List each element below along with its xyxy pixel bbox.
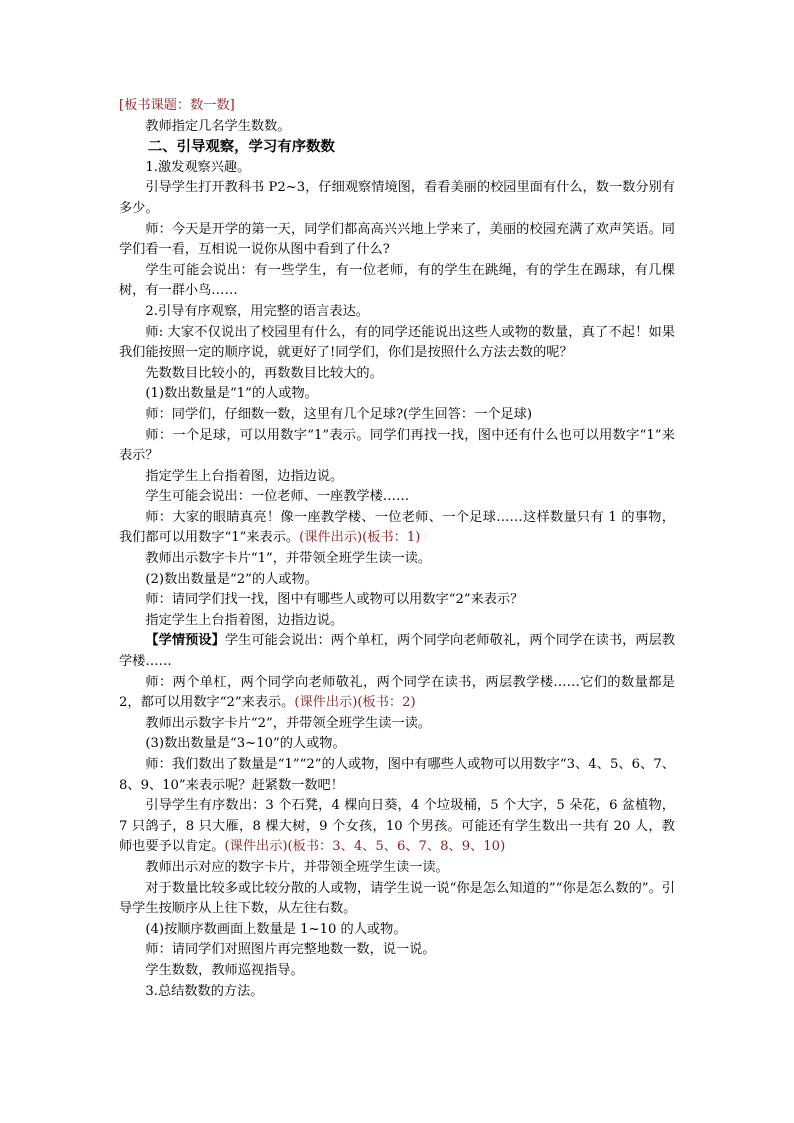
paragraph: 师: 大家不仅说出了校园里有什么，有的同学还能说出这些人或物的数量，真了不起！如果我们能按照一定的顺序说，就更好了!同学们，你们是按照什么方法去数的呢？ xyxy=(119,324,675,361)
section-heading: 二、引导观察，学习有序数数 xyxy=(147,138,335,156)
paragraph: 3.总结数数的方法。 xyxy=(145,983,264,999)
paragraph: 对于数量比较多或比较分散的人或物，请学生说一说“你是怎么知道的”“你是怎么数的”。引导学生按顺序从上往下数，从左往右数。 xyxy=(119,880,675,917)
document-body xyxy=(119,96,675,1002)
paragraph: 师：我们数出了数量是“1”“2”的人或物，图中有哪些人或物可以用数字“3、4、5、6、7、8、9、10”来表示呢？赶紧数一数吧！ xyxy=(119,757,675,793)
paragraph: 学生可能会说出：有一些学生，有一位老师，有的学生在跳绳，有的学生在踢球，有几棵树，有一群小鸟…… xyxy=(119,262,675,299)
paragraph: 教师出示数字卡片“1”，并带领全班学生读一读。 xyxy=(145,551,432,567)
paragraph: 1.激发观察兴趣。 xyxy=(145,159,251,175)
board-note: (课件出示)(板书：3、4、5、6、7、8、9、10) xyxy=(224,839,506,855)
paragraph-text: 师：大家的眼睛真亮！像一座教学楼、一位老师、一个足球……这样数量只有 1 的事物，我们都可以用数字“1”来表示。 xyxy=(119,509,675,546)
paragraph: (2)数出数量是“2”的人或物。 xyxy=(145,571,318,587)
paragraph: 引导学生打开教科书 P2~3，仔细观察情境图，看看美丽的校园里面有什么，数一数分别有多少。 xyxy=(119,180,675,216)
paragraph: (1)数出数量是“1”的人或物。 xyxy=(145,386,318,402)
paragraph: 教师出示对应的数字卡片，并带领全班学生读一读。 xyxy=(145,859,449,875)
paragraph: 师：今天是开学的第一天，同学们都高高兴兴地上学来了，美丽的校园充满了欢声笑语。同学们看一看，互相说一说你从图中看到了什么? xyxy=(119,221,675,258)
paragraph xyxy=(119,631,675,672)
paragraph: 指定学生上台指着图，边指边说。 xyxy=(145,612,344,628)
paragraph-text: 引导学生有序数出：3 个石凳，4 棵向日葵，4 个垃圾桶，5 个大字，5 朵花，6 盆植物，7 只鸽子，8 只大雁，8 棵大树，9 个女孩，10 个男孩。可能还有学生数出一共有 20 人，教师也要予以肯定。 xyxy=(119,798,675,855)
paragraph: 先数数目比较小的，再数数目比较大的。 xyxy=(145,365,383,381)
board-note: (课件出示)(板书：1) xyxy=(299,530,421,546)
paragraph: 教师指定几名学生数数。 xyxy=(145,118,291,134)
paragraph: 指定学生上台指着图，边指边说。 xyxy=(145,468,344,484)
paragraph xyxy=(119,673,675,714)
paragraph-text: 学生可能会说出：两个单杠，两个同学向老师敬礼，两个同学在读书，两层教学楼…… xyxy=(119,633,676,670)
paragraph: 师：请同学们找一找，图中有哪些人或物可以用数字“2”来表示？ xyxy=(145,592,524,608)
board-title: [板书课题：数一数] xyxy=(119,98,235,113)
preset-label: 【学情预设】 xyxy=(145,633,225,649)
paragraph-text: 师：两个单杠，两个同学向老师敬礼，两个同学在读书，两层教学楼……它们的数量都是 2，都可以用数字“2”来表示。 xyxy=(119,674,675,711)
paragraph: 学生可能会说出：一位老师、一座教学楼…… xyxy=(145,489,410,505)
paragraph: 教师出示数字卡片“2”，并带领全班学生读一读。 xyxy=(145,715,432,731)
paragraph: (3)数出数量是“3~10”的人或物。 xyxy=(145,736,346,752)
paragraph: 师：一个足球，可以用数字“1”表示。同学们再找一找，图中还有什么也可以用数字“1”来表示？ xyxy=(119,427,675,464)
paragraph xyxy=(119,508,675,549)
paragraph: 2.引导有序观察，用完整的语言表达。 xyxy=(145,303,369,319)
paragraph: 学生数数，教师巡视指导。 xyxy=(145,962,304,978)
paragraph: 师：请同学们对照图片再完整地数一数，说一说。 xyxy=(145,942,436,958)
board-note: (课件出示)(板书：2) xyxy=(294,695,416,711)
paragraph xyxy=(119,796,675,858)
paragraph: 师：同学们，仔细数一数，这里有几个足球?(学生回答：一个足球) xyxy=(145,406,532,422)
paragraph: (4)按顺序数画面上数量是 1~10 的人或物。 xyxy=(145,921,407,937)
